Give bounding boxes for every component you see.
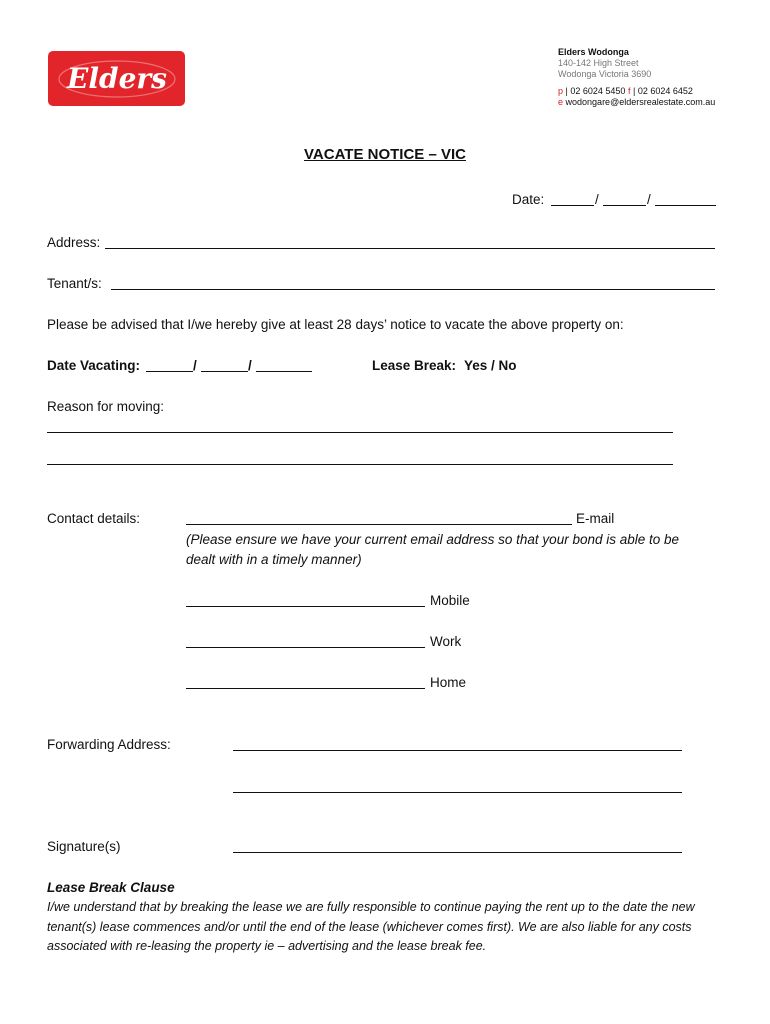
lease-break-options[interactable]: Yes / No	[464, 358, 517, 373]
date-label: Date:	[512, 192, 545, 207]
vacate-month-field[interactable]	[201, 371, 248, 372]
office-email-line	[558, 97, 715, 108]
forwarding-label: Forwarding Address:	[47, 737, 171, 752]
email-label: E-mail	[576, 511, 615, 526]
clause-heading: Lease Break Clause	[47, 880, 175, 895]
vacate-day-field[interactable]	[146, 371, 193, 372]
address-label: Address:	[47, 235, 101, 250]
logo-text: Elders	[66, 61, 167, 95]
date-slash: /	[595, 192, 599, 207]
tenants-field[interactable]	[111, 289, 715, 290]
notice-text: Please be advised that I/we hereby give at least 28 days’ notice to vacate the above property on:	[47, 317, 624, 332]
signature-field[interactable]	[233, 852, 682, 853]
form-title: VACATE NOTICE – VIC	[304, 146, 466, 163]
contact-label: Contact details:	[47, 511, 141, 526]
date-year-field[interactable]	[655, 205, 716, 206]
home-field[interactable]	[186, 688, 425, 689]
date-vacating-label: Date Vacating:	[47, 358, 141, 373]
work-label: Work	[430, 634, 462, 649]
vacate-year-field[interactable]	[256, 371, 312, 372]
office-phone: 02 6024 5450	[570, 86, 626, 96]
office-street: 140-142 High Street	[558, 58, 639, 68]
mobile-field[interactable]	[186, 606, 425, 607]
reason-line-2[interactable]	[47, 464, 673, 465]
email-field[interactable]	[186, 524, 572, 525]
home-label: Home	[430, 675, 467, 690]
reason-label: Reason for moving:	[47, 399, 165, 414]
date-month-field[interactable]	[603, 205, 646, 206]
elders-logo	[48, 51, 185, 106]
date-slash: /	[647, 192, 651, 207]
vacate-slash: /	[248, 358, 252, 373]
lease-break-label: Lease Break:	[372, 358, 457, 373]
elders-logo-wordmark	[55, 57, 179, 101]
reason-line-1[interactable]	[47, 432, 673, 433]
office-phone-line: p | 02 6024 5450 f | 02 6024 6452	[558, 86, 693, 96]
forwarding-line-1[interactable]	[233, 750, 682, 751]
fax-prefix: f	[627, 86, 631, 96]
mobile-label: Mobile	[430, 593, 470, 608]
email-note-line-2: dealt with in a timely manner)	[186, 552, 362, 567]
office-name: Elders Wodonga	[558, 47, 629, 57]
address-field[interactable]	[105, 248, 715, 249]
phone-prefix: p	[558, 86, 564, 96]
clause-text: I/we understand that by breaking the lease we are fully responsible to continue paying the rent up to the date the new tenant(s) lease commences and/or until the end of the lease (whichever comes first). We are also liable for any costs associated with re-leasing the property ie – advertising and the lease break fee.	[47, 900, 695, 953]
email-note-line-1: (Please ensure we have your current email address so that your bond is able to be	[186, 532, 680, 547]
signature-label: Signature(s)	[47, 839, 121, 854]
forwarding-line-2[interactable]	[233, 792, 682, 793]
office-suburb: Wodonga Victoria 3690	[558, 69, 652, 79]
date-day-field[interactable]	[551, 205, 594, 206]
office-details	[558, 47, 715, 108]
work-field[interactable]	[186, 647, 425, 648]
email-prefix: e	[558, 97, 564, 107]
office-fax: 02 6024 6452	[637, 86, 693, 96]
tenants-label: Tenant/s:	[47, 276, 102, 291]
office-email: wodongare@eldersrealestate.com.au	[565, 97, 716, 107]
vacate-slash: /	[193, 358, 197, 373]
